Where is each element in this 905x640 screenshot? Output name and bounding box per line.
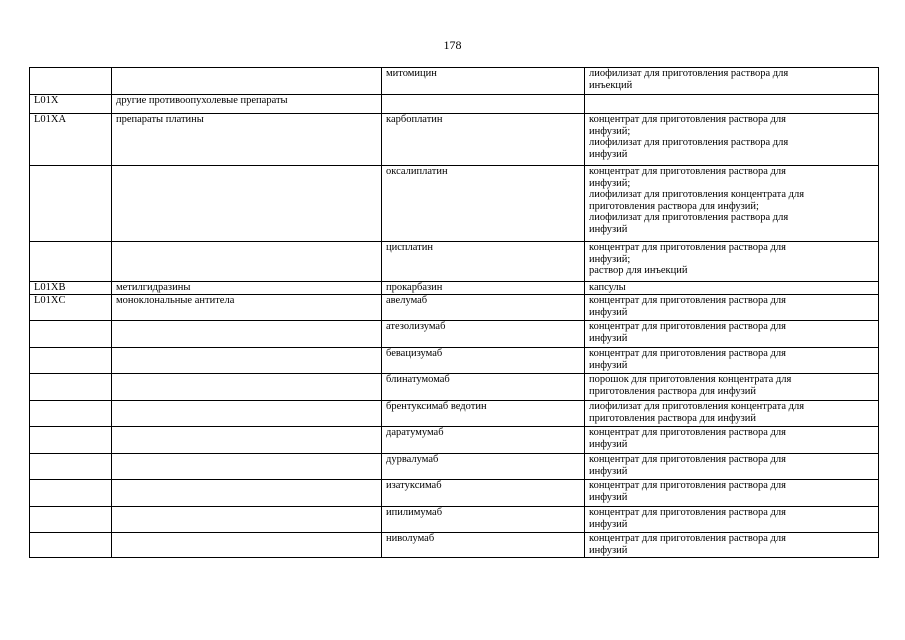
dosage-form-line: приготовления раствора для инфузий;: [589, 200, 759, 212]
pharmacological-group-cell: моноклональные антитела: [112, 295, 382, 321]
pharmacological-group-cell: [112, 166, 382, 242]
dosage-form-line: концентрат для приготовления раствора для: [589, 454, 786, 465]
dosage-form-line: инфузий;: [589, 253, 631, 265]
dosage-form-line: инфузий: [589, 518, 628, 530]
pharmacological-group-cell: [112, 374, 382, 401]
atc-code-cell: L01X: [30, 95, 112, 114]
dosage-form-line: инфузий;: [589, 125, 631, 137]
atc-code-cell: [30, 68, 112, 95]
dosage-form-line: концентрат для приготовления раствора для: [589, 242, 786, 253]
dosage-form-line: инфузий: [589, 465, 628, 477]
dosage-form-line: концентрат для приготовления раствора для: [589, 427, 786, 438]
pharmacological-group-cell: [112, 427, 382, 454]
dosage-form-line: лиофилизат для приготовления концентрата для: [589, 189, 805, 200]
atc-code-cell: [30, 533, 112, 558]
table-row: [30, 295, 879, 321]
atc-code-cell: L01XB: [30, 282, 112, 295]
table-row: [30, 533, 879, 558]
dosage-form-line: лиофилизат для приготовления раствора для: [589, 212, 789, 223]
dosage-form-line: инфузий: [589, 332, 628, 344]
table-row: [30, 166, 879, 242]
dosage-forms-cell: [585, 95, 879, 114]
dosage-form-line: инфузий: [589, 359, 628, 371]
dosage-form-line: лиофилизат для приготовления концентрата для: [589, 401, 805, 412]
atc-code-cell: [30, 401, 112, 427]
table-row: [30, 348, 879, 374]
dosage-forms-cell: [585, 68, 879, 95]
active-substance-cell: цисплатин: [382, 242, 585, 282]
active-substance-cell: авелумаб: [382, 295, 585, 321]
atc-code-cell: L01XC: [30, 295, 112, 321]
dosage-form-line: концентрат для приготовления раствора для: [589, 348, 786, 359]
pharmacological-group-cell: [112, 454, 382, 480]
table-row: [30, 427, 879, 454]
dosage-forms-cell: [585, 480, 879, 507]
dosage-form-line: концентрат для приготовления раствора для: [589, 166, 786, 177]
dosage-forms-cell: [585, 374, 879, 401]
atc-code-cell: [30, 454, 112, 480]
atc-code-cell: [30, 348, 112, 374]
dosage-form-line: раствор для инъекций: [589, 265, 688, 276]
table-row: [30, 282, 879, 295]
pharmacological-group-cell: другие противоопухолевые препараты: [112, 95, 382, 114]
dosage-form-line: приготовления раствора для инфузий: [589, 385, 757, 397]
dosage-form-line: концентрат для приготовления раствора для: [589, 480, 786, 491]
pharmacological-group-cell: [112, 507, 382, 533]
dosage-forms-cell: [585, 114, 879, 166]
pharmacological-group-cell: метилгидразины: [112, 282, 382, 295]
table-row: [30, 68, 879, 95]
dosage-forms-cell: [585, 507, 879, 533]
atc-code-cell: [30, 507, 112, 533]
dosage-form-line: лиофилизат для приготовления раствора для: [589, 68, 789, 79]
active-substance-cell: ниволумаб: [382, 533, 585, 558]
drug-table: [29, 67, 879, 558]
active-substance-cell: дурвалумаб: [382, 454, 585, 480]
dosage-form-line: порошок для приготовления концентрата для: [589, 374, 792, 385]
active-substance-cell: бевацизумаб: [382, 348, 585, 374]
dosage-form-line: капсулы: [589, 282, 626, 293]
dosage-form-line: инъекций: [589, 79, 633, 91]
table-row: [30, 242, 879, 282]
atc-code-cell: [30, 321, 112, 348]
table-row: [30, 114, 879, 166]
active-substance-cell: атезолизумаб: [382, 321, 585, 348]
dosage-forms-cell: [585, 321, 879, 348]
pharmacological-group-cell: [112, 348, 382, 374]
table-row: [30, 321, 879, 348]
table-row: [30, 95, 879, 114]
table-body: [30, 68, 879, 558]
dosage-forms-cell: [585, 427, 879, 454]
page-number: 178: [443, 38, 462, 52]
dosage-form-line: концентрат для приготовления раствора для: [589, 507, 786, 518]
dosage-form-line: инфузий: [589, 223, 628, 235]
table-row: [30, 480, 879, 507]
atc-code-cell: [30, 374, 112, 401]
dosage-form-line: концентрат для приготовления раствора для: [589, 321, 786, 332]
atc-code-cell: [30, 166, 112, 242]
dosage-forms-cell: [585, 454, 879, 480]
dosage-forms-cell: [585, 242, 879, 282]
table-row: [30, 454, 879, 480]
pharmacological-group-cell: [112, 68, 382, 95]
dosage-forms-cell: [585, 282, 879, 295]
atc-code-cell: L01XA: [30, 114, 112, 166]
atc-code-cell: [30, 242, 112, 282]
active-substance-cell: прокарбазин: [382, 282, 585, 295]
atc-code-cell: [30, 427, 112, 454]
active-substance-cell: ипилимумаб: [382, 507, 585, 533]
atc-code-cell: [30, 480, 112, 507]
pharmacological-group-cell: [112, 480, 382, 507]
active-substance-cell: блинатумомаб: [382, 374, 585, 401]
dosage-form-line: инфузий: [589, 438, 628, 450]
dosage-form-line: приготовления раствора для инфузий: [589, 412, 757, 424]
dosage-form-line: концентрат для приготовления раствора для: [589, 114, 786, 125]
active-substance-cell: оксалиплатин: [382, 166, 585, 242]
pharmacological-group-cell: [112, 401, 382, 427]
dosage-forms-cell: [585, 401, 879, 427]
pharmacological-group-cell: препараты платины: [112, 114, 382, 166]
dosage-form-line: инфузий: [589, 148, 628, 160]
table-row: [30, 401, 879, 427]
active-substance-cell: изатуксимаб: [382, 480, 585, 507]
table-row: [30, 507, 879, 533]
dosage-form-line: инфузий: [589, 306, 628, 318]
dosage-form-line: инфузий;: [589, 177, 631, 189]
dosage-forms-cell: [585, 533, 879, 558]
dosage-forms-cell: [585, 295, 879, 321]
active-substance-cell: [382, 95, 585, 114]
dosage-form-line: концентрат для приготовления раствора для: [589, 295, 786, 306]
active-substance-cell: карбоплатин: [382, 114, 585, 166]
pharmacological-group-cell: [112, 321, 382, 348]
dosage-form-line: инфузий: [589, 491, 628, 503]
dosage-forms-cell: [585, 348, 879, 374]
dosage-forms-cell: [585, 166, 879, 242]
dosage-form-line: концентрат для приготовления раствора для: [589, 533, 786, 544]
table-row: [30, 374, 879, 401]
pharmacological-group-cell: [112, 533, 382, 558]
dosage-form-line: лиофилизат для приготовления раствора для: [589, 137, 789, 148]
dosage-form-line: инфузий: [589, 544, 628, 556]
active-substance-cell: даратумумаб: [382, 427, 585, 454]
active-substance-cell: митомицин: [382, 68, 585, 95]
active-substance-cell: брентуксимаб ведотин: [382, 401, 585, 427]
pharmacological-group-cell: [112, 242, 382, 282]
